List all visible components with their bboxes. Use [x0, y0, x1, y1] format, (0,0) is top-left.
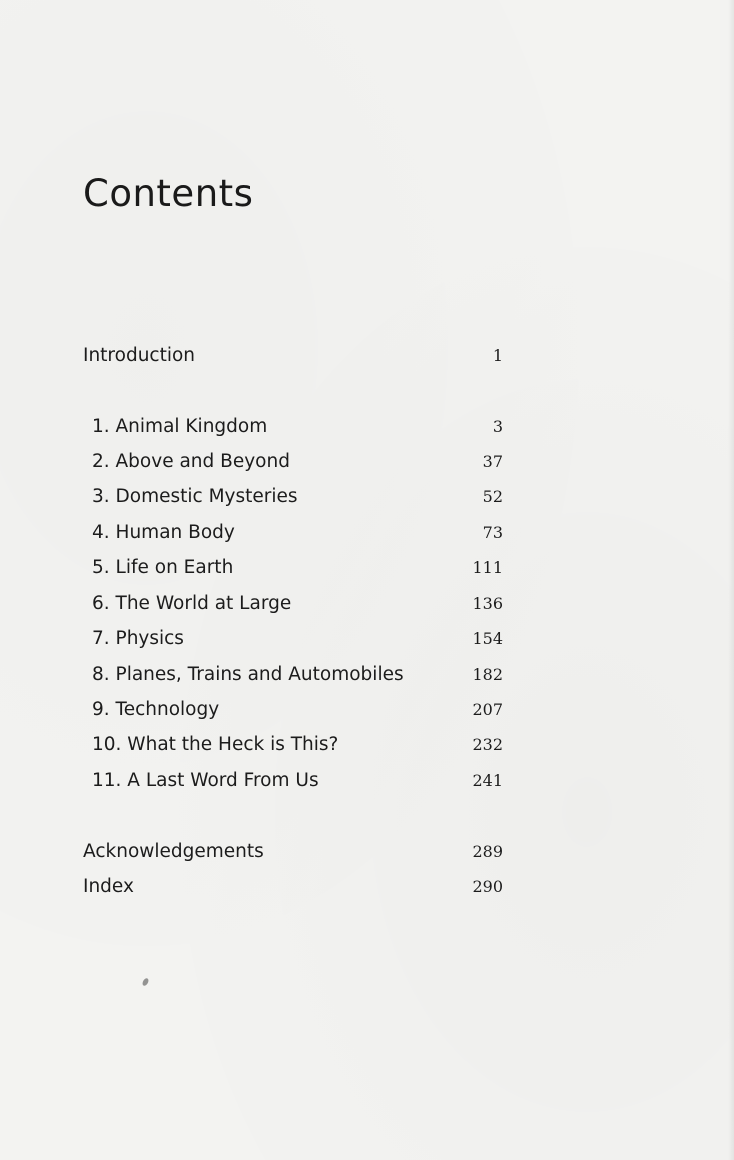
contents-title: Contents — [83, 172, 254, 215]
toc-entry-label: 5. Life on Earth — [92, 557, 234, 578]
toc-entry-page-number: 37 — [482, 452, 503, 471]
toc-entry-label: Introduction — [83, 345, 196, 366]
toc-entry-chapter-10 — [83, 729, 503, 761]
toc-entry-label: 7. Physics — [92, 628, 184, 649]
toc-entry-chapter-1 — [83, 411, 503, 443]
toc-entry-page-number: 241 — [472, 771, 503, 790]
toc-entry-label: 4. Human Body — [92, 522, 235, 543]
toc-entry-label: 6. The World at Large — [92, 593, 292, 614]
toc-entry-label: 10. What the Heck is This? — [92, 734, 339, 755]
toc-entry-page-number: 290 — [472, 877, 503, 896]
toc-entry-acknowledgements — [83, 836, 503, 868]
page-edge-shadow — [728, 0, 734, 1160]
toc-entry-introduction — [83, 340, 503, 372]
toc-entry-chapter-7 — [83, 623, 503, 655]
toc-entry-page-number: 232 — [472, 735, 503, 754]
toc-entry-chapter-8 — [83, 659, 503, 691]
toc-entry-label: Acknowledgements — [83, 841, 264, 862]
toc-entry-page-number: 73 — [482, 523, 503, 542]
toc-entry-label: 8. Planes, Trains and Automobiles — [92, 664, 404, 685]
toc-entry-label: 2. Above and Beyond — [92, 451, 290, 472]
toc-entry-page-number: 136 — [472, 594, 503, 613]
toc-entry-chapter-5 — [83, 552, 503, 584]
toc-entry-chapter-3 — [83, 481, 503, 513]
toc-entry-label: 1. Animal Kingdom — [92, 416, 268, 437]
toc-entry-page-number: 52 — [482, 487, 503, 506]
toc-entry-page-number: 1 — [492, 346, 503, 365]
toc-entry-chapter-2 — [83, 446, 503, 478]
toc-entry-label: 3. Domestic Mysteries — [92, 486, 298, 507]
toc-entry-page-number: 111 — [472, 558, 503, 577]
toc-entry-chapter-11 — [83, 765, 503, 797]
toc-entry-page-number: 207 — [472, 700, 503, 719]
toc-entry-label: Index — [83, 876, 134, 897]
toc-entry-chapter-4 — [83, 517, 503, 549]
toc-entry-chapter-6 — [83, 588, 503, 620]
toc-entry-index — [83, 871, 503, 903]
toc-entry-label: 9. Technology — [92, 699, 220, 720]
paper-speck — [141, 977, 149, 986]
toc-entry-page-number: 289 — [472, 842, 503, 861]
toc-entry-page-number: 3 — [492, 417, 503, 436]
toc-entry-page-number: 182 — [472, 665, 503, 684]
toc-entry-page-number: 154 — [472, 629, 503, 648]
toc-entry-chapter-9 — [83, 694, 503, 726]
toc-entry-label: 11. A Last Word From Us — [92, 770, 319, 791]
